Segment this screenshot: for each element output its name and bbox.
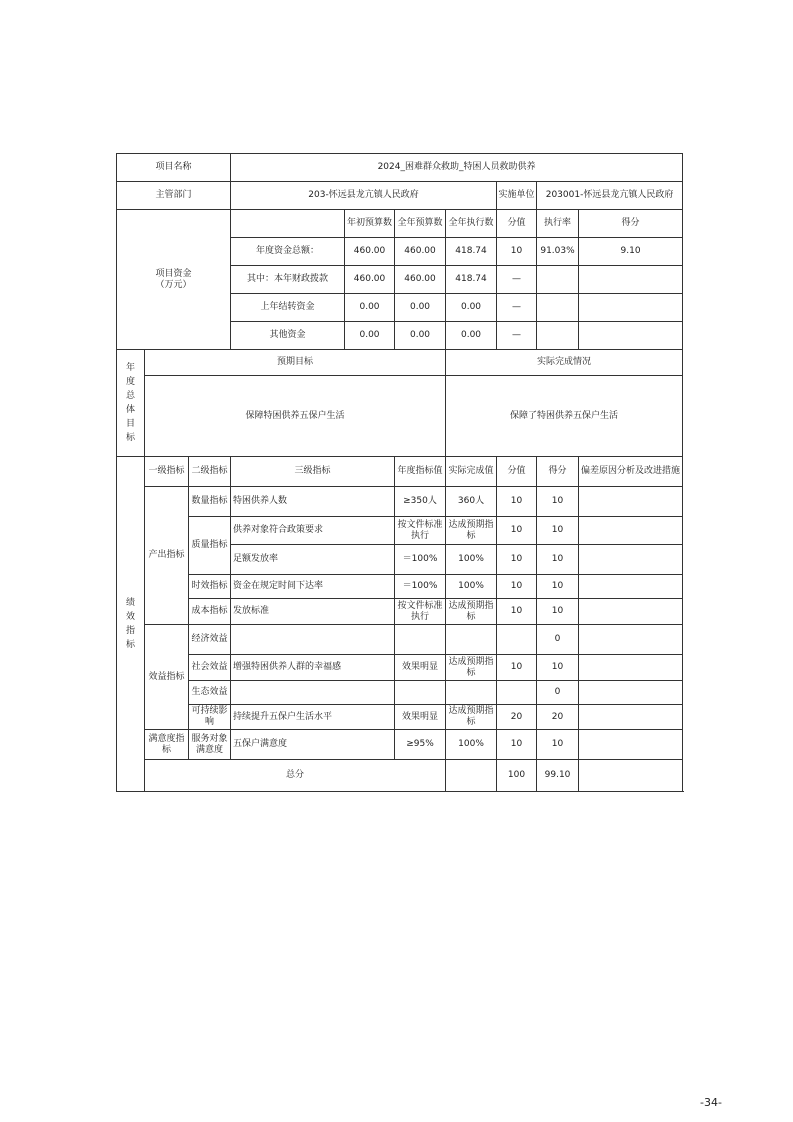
indicator-actual [446, 681, 497, 705]
output-label: 产出指标 [145, 487, 189, 625]
funds-row-initial: 0.00 [345, 294, 395, 322]
goals-actual: 保障了特困供养五保户生活 [446, 376, 683, 457]
total-label: 总分 [145, 760, 446, 792]
indicator-name [231, 681, 395, 705]
funds-row-score [579, 266, 683, 294]
indicator-score: 10 [537, 730, 579, 760]
indicator-name: 发放标准 [231, 599, 395, 625]
funds-row-score-value: — [497, 294, 537, 322]
quality-label: 质量指标 [189, 517, 231, 575]
funds-row-exec: 0.00 [446, 294, 497, 322]
funds-row-score [579, 322, 683, 350]
impl-label: 实施单位 [497, 182, 537, 210]
page-number: -34- [700, 1096, 722, 1109]
indicator-score: 0 [537, 625, 579, 655]
quantity-label: 数量指标 [189, 487, 231, 517]
indicator-name [231, 625, 395, 655]
ind-header-score: 得分 [537, 457, 579, 487]
indicators-label [117, 457, 145, 792]
indicator-actual: 360人 [446, 487, 497, 517]
project-name: 2024_困难群众救助_特困人员救助供养 [231, 154, 683, 182]
funds-row-exec: 0.00 [446, 322, 497, 350]
indicator-annual: 按文件标准执行 [395, 599, 446, 625]
funds-row-name: 其他资金 [231, 322, 345, 350]
goals-label-text: 年 度 总 体 目 标 [125, 363, 135, 443]
funds-header-exec: 全年执行数 [446, 210, 497, 238]
ind-header-score-value: 分值 [497, 457, 537, 487]
funds-row-rate: 91.03% [537, 238, 579, 266]
indicator-actual: 达成预期指标 [446, 705, 497, 730]
funds-row-exec: 418.74 [446, 238, 497, 266]
performance-table [116, 153, 683, 792]
indicator-deviation [579, 545, 683, 575]
indicator-score-value: 10 [497, 545, 537, 575]
funds-header-score: 得分 [579, 210, 683, 238]
indicator-actual: 达成预期指标 [446, 655, 497, 681]
funds-row-score-value: — [497, 266, 537, 294]
funds-row-initial: 460.00 [345, 266, 395, 294]
project-name-label: 项目名称 [117, 154, 231, 182]
indicator-annual: 效果明显 [395, 705, 446, 730]
indicator-score: 10 [537, 517, 579, 545]
funds-header-annual: 全年预算数 [395, 210, 446, 238]
indicator-score: 10 [537, 655, 579, 681]
ind-header-deviation: 偏差原因分析及改进措施 [579, 457, 683, 487]
indicator-score-value: 10 [497, 517, 537, 545]
funds-row-rate [537, 266, 579, 294]
cost-label: 成本指标 [189, 599, 231, 625]
indicator-score: 0 [537, 681, 579, 705]
funds-row-rate [537, 322, 579, 350]
ind-header-actual: 实际完成值 [446, 457, 497, 487]
indicator-annual: ＝100% [395, 575, 446, 599]
indicator-annual: 效果明显 [395, 655, 446, 681]
total-deviation [579, 760, 683, 792]
goals-label [117, 350, 145, 457]
funds-header-score-value: 分值 [497, 210, 537, 238]
total-blank [446, 760, 497, 792]
ecological-label: 生态效益 [189, 681, 231, 705]
indicator-deviation [579, 655, 683, 681]
funds-header-rate: 执行率 [537, 210, 579, 238]
indicator-annual: ≥95% [395, 730, 446, 760]
indicator-name: 足额发放率 [231, 545, 395, 575]
funds-header-blank [231, 210, 345, 238]
indicator-deviation [579, 575, 683, 599]
sustain-label: 可持续影响 [189, 705, 231, 730]
funds-row-score-value: — [497, 322, 537, 350]
goals-expected-header: 预期目标 [145, 350, 446, 376]
indicator-score-value: 20 [497, 705, 537, 730]
indicator-score: 10 [537, 575, 579, 599]
indicator-name: 特困供养人数 [231, 487, 395, 517]
indicator-annual: ＝100% [395, 545, 446, 575]
satisfaction-sub-label: 服务对象满意度 [189, 730, 231, 760]
indicator-actual: 达成预期指标 [446, 517, 497, 545]
indicator-score: 10 [537, 599, 579, 625]
funds-row-score: 9.10 [579, 238, 683, 266]
indicator-deviation [579, 599, 683, 625]
indicator-name: 持续提升五保户生活水平 [231, 705, 395, 730]
funds-row-score-value: 10 [497, 238, 537, 266]
funds-row-annual: 0.00 [395, 322, 446, 350]
funds-row-annual: 460.00 [395, 266, 446, 294]
indicator-actual [446, 625, 497, 655]
timeliness-label: 时效指标 [189, 575, 231, 599]
funds-label [117, 210, 231, 350]
economic-label: 经济效益 [189, 625, 231, 655]
indicator-score: 20 [537, 705, 579, 730]
dept-label: 主管部门 [117, 182, 231, 210]
indicator-deviation [579, 705, 683, 730]
funds-row-initial: 0.00 [345, 322, 395, 350]
total-score-value: 100 [497, 760, 537, 792]
indicator-name: 增强特困供养人群的幸福感 [231, 655, 395, 681]
funds-row-rate [537, 294, 579, 322]
funds-row-name: 其中：本年财政拨款 [231, 266, 345, 294]
ind-header-level3: 三级指标 [231, 457, 395, 487]
benefit-label: 效益指标 [145, 625, 189, 730]
indicator-name: 五保户满意度 [231, 730, 395, 760]
funds-row-exec: 418.74 [446, 266, 497, 294]
indicator-score-value: 10 [497, 730, 537, 760]
funds-row-annual: 0.00 [395, 294, 446, 322]
ind-header-level2: 二级指标 [189, 457, 231, 487]
indicator-actual: 100% [446, 730, 497, 760]
indicator-deviation [579, 487, 683, 517]
indicator-deviation [579, 625, 683, 655]
indicator-annual: ≥350人 [395, 487, 446, 517]
ind-header-level1: 一级指标 [145, 457, 189, 487]
indicator-annual: 按文件标准执行 [395, 517, 446, 545]
indicator-actual: 100% [446, 545, 497, 575]
indicator-name: 资金在规定时间下达率 [231, 575, 395, 599]
dept-value: 203-怀远县龙亢镇人民政府 [231, 182, 497, 210]
indicator-deviation [579, 730, 683, 760]
funds-row-initial: 460.00 [345, 238, 395, 266]
total-score: 99.10 [537, 760, 579, 792]
ind-header-annual: 年度指标值 [395, 457, 446, 487]
funds-row-name: 年度资金总额： [231, 238, 345, 266]
indicator-actual: 100% [446, 575, 497, 599]
satisfaction-label: 满意度指标 [145, 730, 189, 760]
indicator-name: 供养对象符合政策要求 [231, 517, 395, 545]
funds-header-initial: 年初预算数 [345, 210, 395, 238]
indicator-score: 10 [537, 545, 579, 575]
indicator-deviation [579, 681, 683, 705]
funds-row-name: 上年结转资金 [231, 294, 345, 322]
funds-label-text: 项目资金 （万元） [155, 268, 192, 290]
indicator-deviation [579, 517, 683, 545]
indicator-score-value: 10 [497, 487, 537, 517]
indicator-score-value [497, 681, 537, 705]
indicator-score-value: 10 [497, 599, 537, 625]
indicator-score-value [497, 625, 537, 655]
indicator-annual [395, 681, 446, 705]
indicator-score-value: 10 [497, 575, 537, 599]
goals-expected: 保障特困供养五保户生活 [145, 376, 446, 457]
indicator-annual [395, 625, 446, 655]
goals-actual-header: 实际完成情况 [446, 350, 683, 376]
indicator-actual: 达成预期指标 [446, 599, 497, 625]
impl-value: 203001-怀远县龙亢镇人民政府 [537, 182, 683, 210]
social-label: 社会效益 [189, 655, 231, 681]
indicator-score-value: 10 [497, 655, 537, 681]
indicator-score: 10 [537, 487, 579, 517]
funds-row-annual: 460.00 [395, 238, 446, 266]
indicators-label-text: 绩 效 指 标 [125, 598, 135, 650]
funds-row-score [579, 294, 683, 322]
